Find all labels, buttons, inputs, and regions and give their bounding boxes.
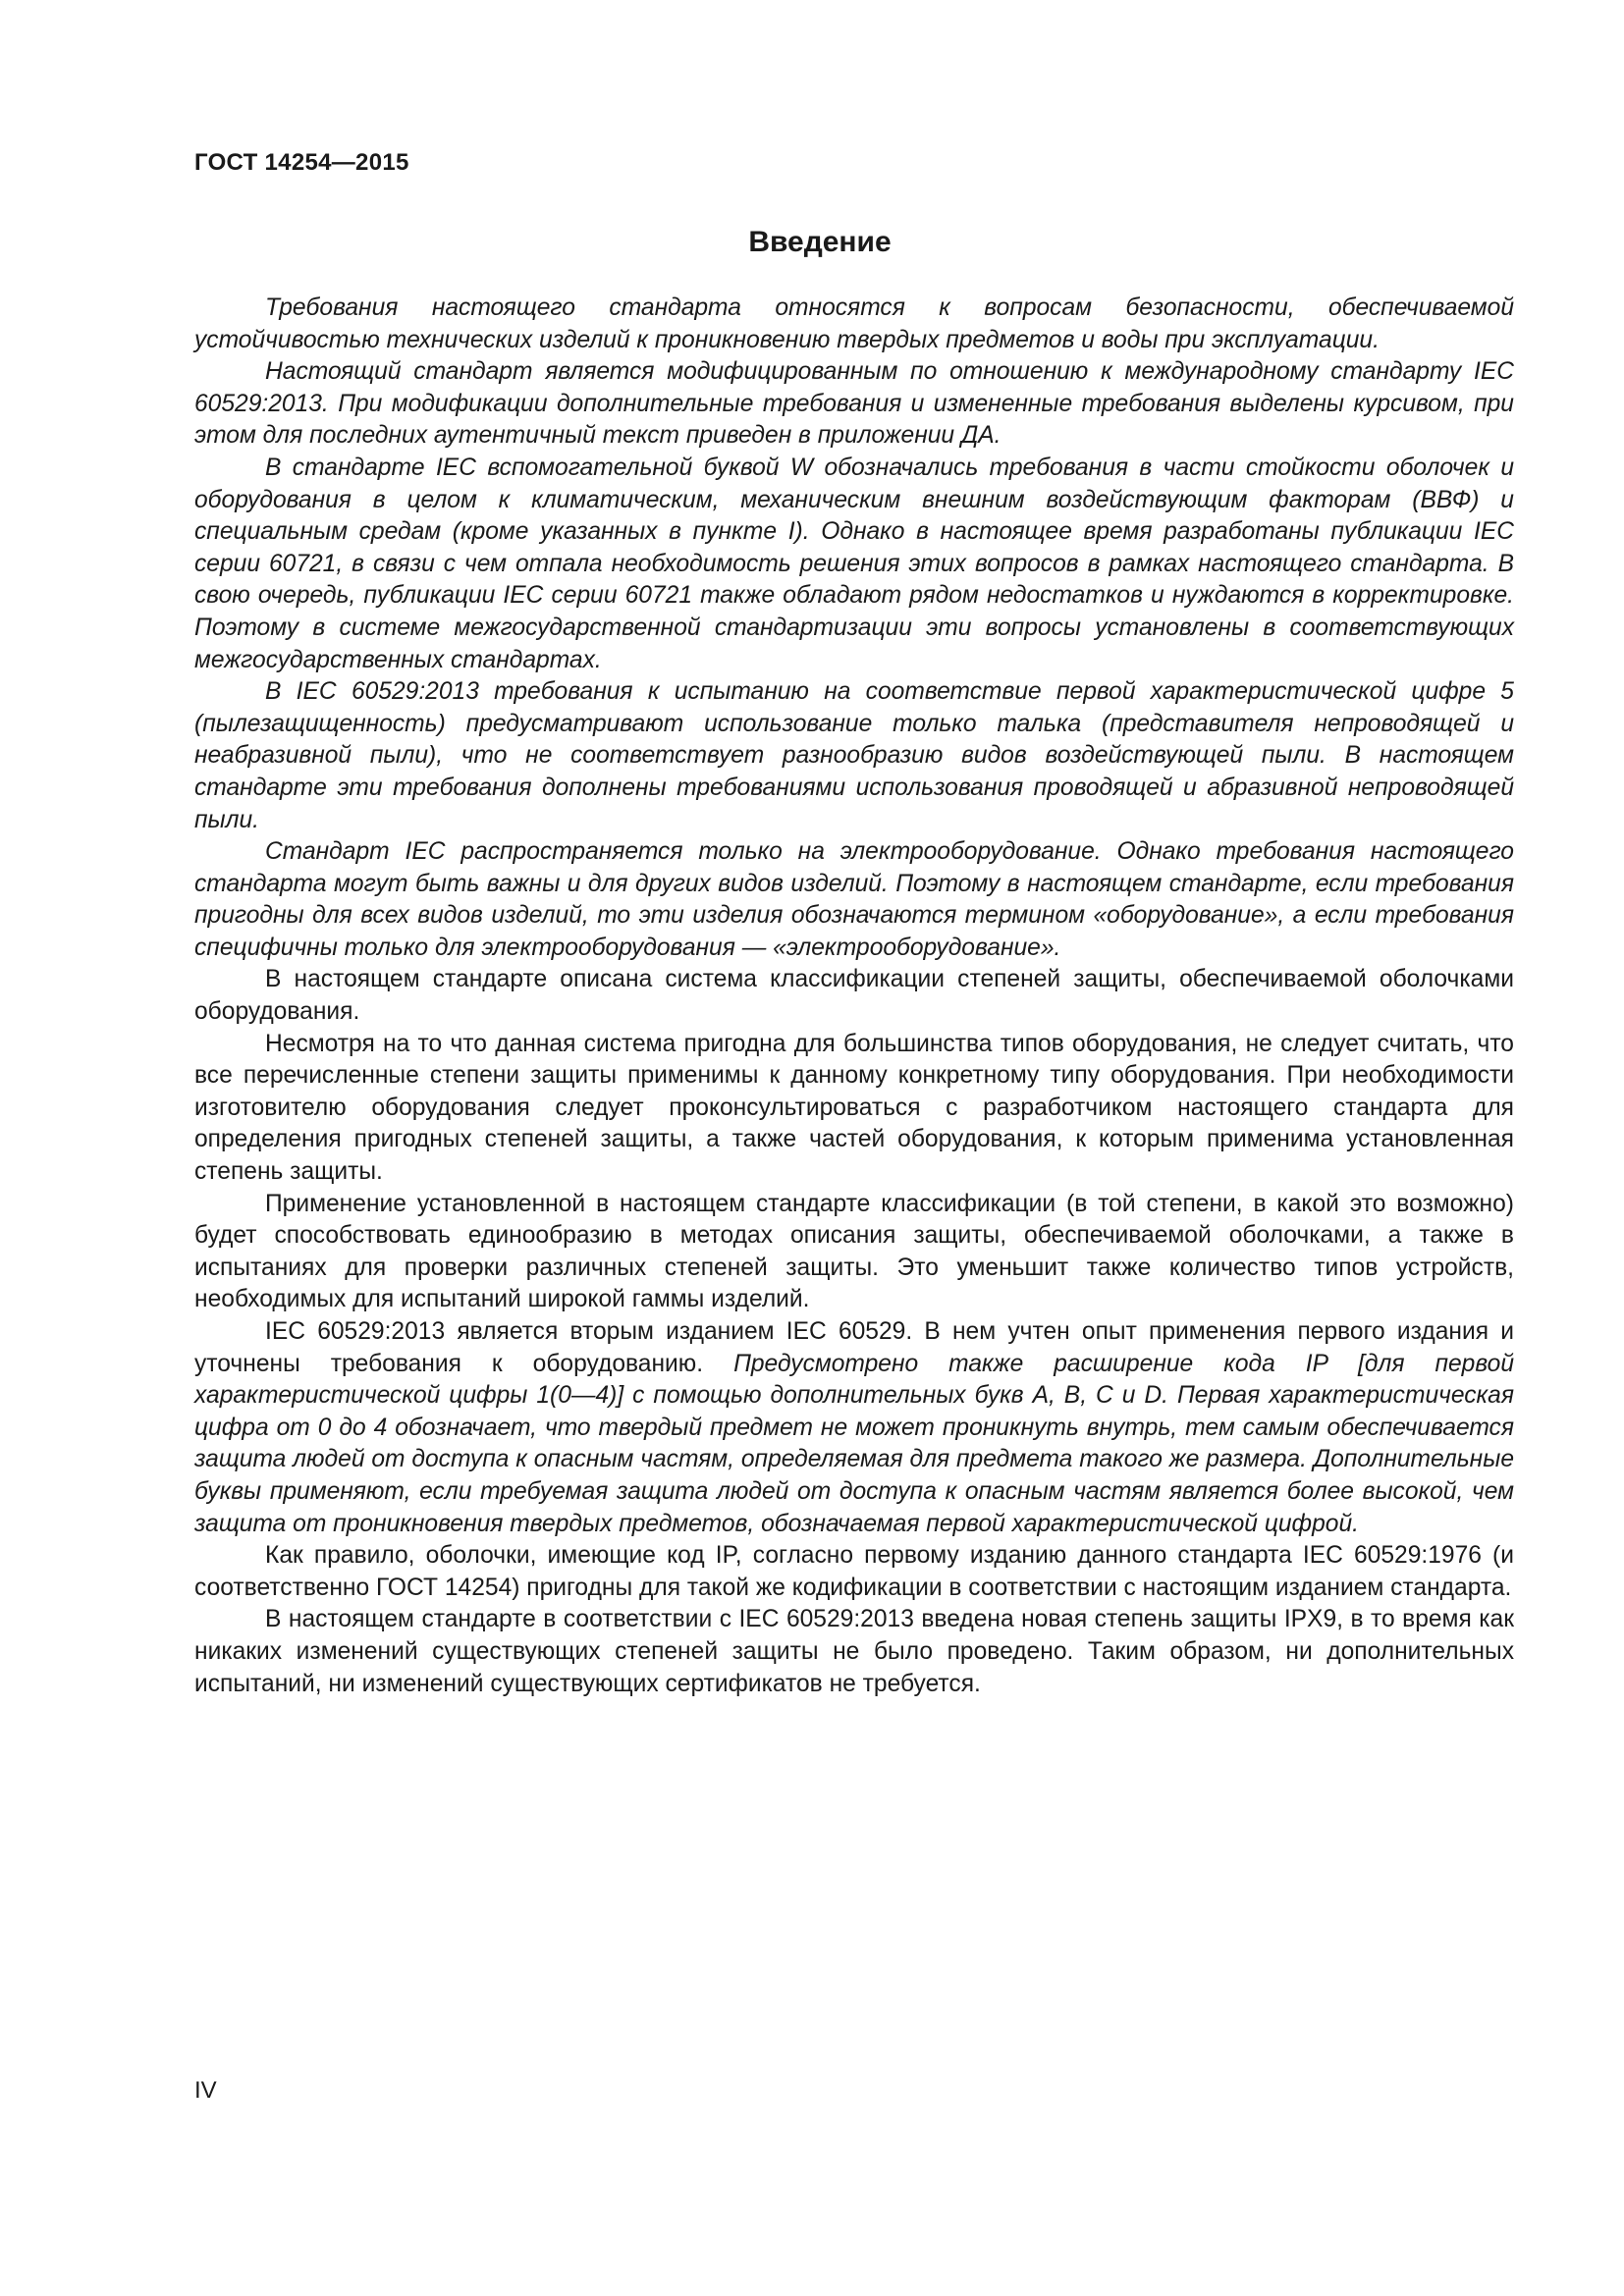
paragraph-8	[194, 1189, 1514, 1316]
paragraph-8-text: Применение установленной в настоящем стандарте классификации (в той степени, в какой это возможно) будет способствовать единообразию в методах описания защиты, обеспечиваемой оболочками, а также в испытаниях для проверки различных степеней защиты. Это уменьшит также количество типов устройств, необходимых для испытаний широкой гаммы изделий.	[194, 1190, 1514, 1313]
paragraph-5-italic: Стандарт IEC распространяется только на электрооборудование. Однако требования настоящего стандарта могут быть важны и для других видов изделий. Поэтому в настоящем стандарте, если требования пригодны для всех видов изделий, то эти изделия обозначаются термином «оборудование», а если требования специфичны только для электрооборудования — «электрооборудование».	[194, 838, 1514, 961]
paragraph-11-text: В настоящем стандарте в соответствии с IEC 60529:2013 введена новая степень защиты IPX9, в то время как никаких изменений существующих степеней защиты не было проведено. Таким образом, ни дополнительных испытаний, ни изменений существующих сертификатов не требуется.	[194, 1606, 1514, 1697]
paragraph-4-italic: В IEC 60529:2013 требования к испытанию на соответствие первой характеристической цифре 5 (пылезащищенность) предусматривают использование только талька (представителя непроводящей и неабразивной пыли), что не соответствует разнообразию видов воздействующей пыли. В настоящем стандарте эти требования дополнены требованиями использования проводящей и абразивной непроводящей пыли.	[194, 678, 1514, 833]
paragraph-3	[194, 453, 1514, 676]
paragraph-3-italic: В стандарте IEC вспомогательной буквой W обозначались требования в части стойкости оболочек и оборудования в целом к климатическим, механическим внешним воздействующим факторам (ВВФ) и специальным средам (кроме указанных в пункте I). Однако в настоящее время разработаны публикации IEC серии 60721, в связи с чем отпала необходимость решения этих вопросов в рамках настоящего стандарта. В свою очередь, публикации IEC серии 60721 также обладают рядом недостатков и нуждаются в корректировке. Поэтому в системе межгосударственной стандартизации эти вопросы установлены в соответствующих межгосударственных стандартах.	[194, 454, 1514, 673]
paragraph-11	[194, 1604, 1514, 1700]
paragraph-4	[194, 676, 1514, 836]
section-title: Введение	[748, 226, 892, 258]
paragraph-9-text: IEC 60529:2013 является вторым изданием IEC 60529. В нем учтен опыт применения первого издания и уточнены требования к оборудованию.	[194, 1318, 1514, 1377]
paragraph-5	[194, 836, 1514, 964]
paragraph-9-italic: Предусмотрено также расширение кода IP [для первой характеристической цифры 1(0—4)] с помощью дополнительных букв A, B, C и D. Первая характеристическая цифра от 0 до 4 обозначает, что твердый предмет не может проникнуть внутрь, тем самым обеспечивается защита людей от доступа к опасным частям, определяемая для предмета такого же размера. Дополнительные буквы применяют, если требуемая защита людей от доступа к опасным частям является более высокой, чем защита от проникновения твердых предметов, обозначаемая первой характеристической цифрой.	[194, 1350, 1515, 1537]
document-body	[194, 293, 1514, 1700]
page-number: IV	[194, 2077, 217, 2104]
paragraph-10-text: Как правило, оболочки, имеющие код IP, согласно первому изданию данного стандарта IEC 60529:1976 (и соответственно ГОСТ 14254) пригодны для такой же кодификации в соответствии с настоящим изданием стандарта.	[194, 1542, 1514, 1601]
document-code-header: ГОСТ 14254—2015	[194, 149, 409, 176]
paragraph-1	[194, 293, 1514, 356]
paragraph-6-text: В настоящем стандарте описана система классификации степеней защиты, обеспечиваемой оболочками оборудования.	[194, 966, 1514, 1026]
paragraph-7	[194, 1029, 1514, 1189]
paragraph-1-italic: Требования настоящего стандарта относятся к вопросам безопасности, обеспечиваемой устойчивостью технических изделий к проникновению твердых предметов и воды при эксплуатации.	[194, 294, 1514, 353]
paragraph-2-italic: Настоящий стандарт является модифицированным по отношению к международному стандарту IEC 60529:2013. При модификации дополнительные требования и измененные требования выделены курсивом, при этом для последних аутентичный текст приведен в приложении ДА.	[194, 358, 1514, 450]
paragraph-6	[194, 964, 1514, 1028]
paragraph-7-text: Несмотря на то что данная система пригодна для большинства типов оборудования, не следует считать, что все перечисленные степени защиты применимы к данному конкретному типу оборудования. При необходимости изготовителю оборудования следует проконсультироваться с разработчиком настоящего стандарта для определения пригодных степеней защиты, а также частей оборудования, к которым применима установленная степень защиты.	[194, 1030, 1514, 1186]
paragraph-10	[194, 1540, 1514, 1604]
paragraph-2	[194, 356, 1514, 453]
paragraph-9	[194, 1316, 1514, 1540]
